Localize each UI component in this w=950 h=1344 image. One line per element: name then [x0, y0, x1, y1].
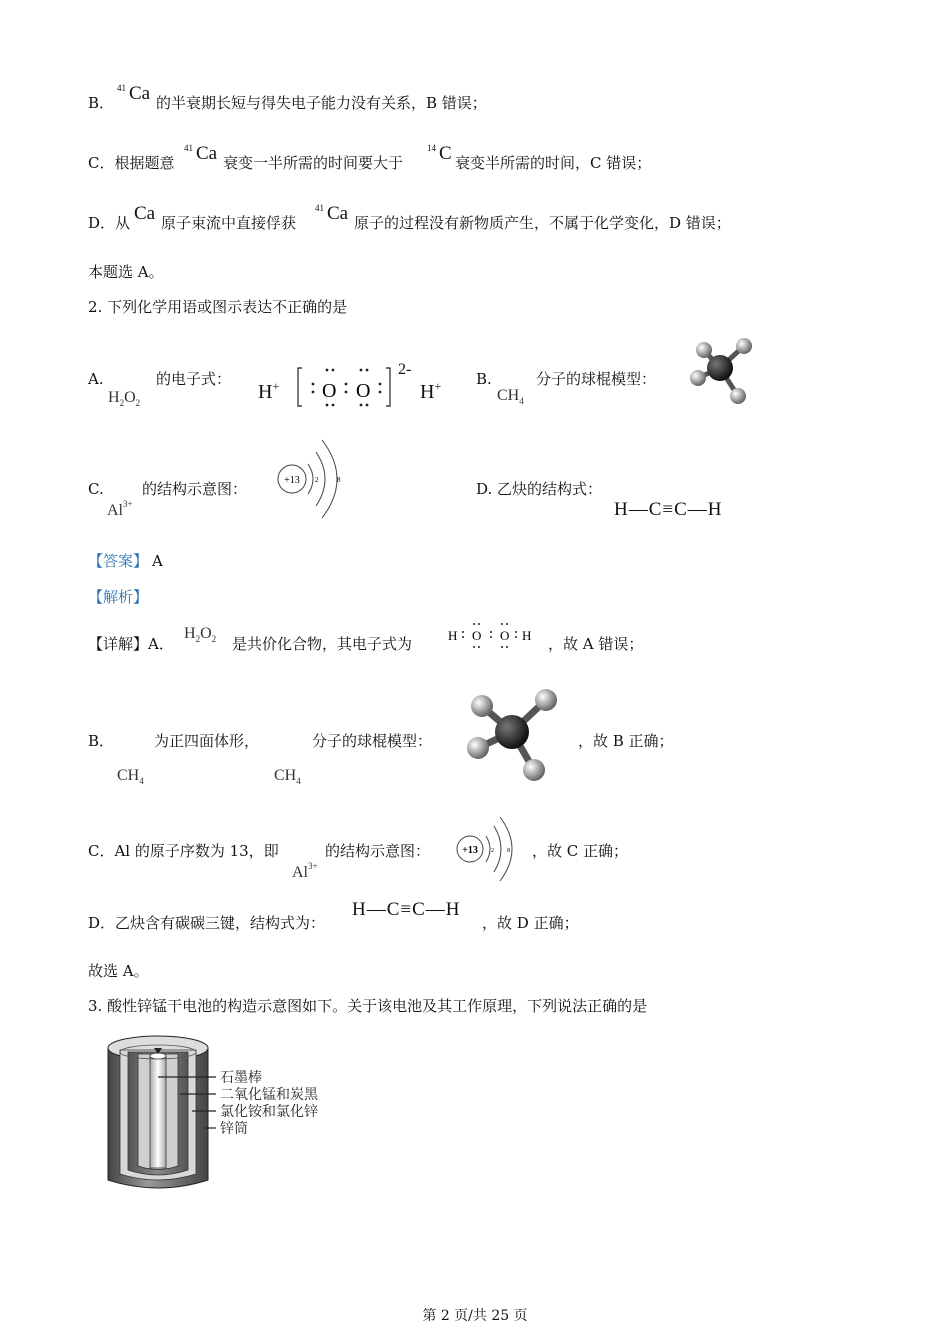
- peroxide-ion-dot-diagram: [296, 364, 406, 410]
- label-mno2-carbon: 二氧化锰和炭黑: [220, 1087, 318, 1103]
- methane-ball-stick-model: [462, 684, 566, 788]
- isotope-mass-number: 41: [315, 203, 324, 213]
- q2-option-c-label: C.: [88, 480, 104, 498]
- answer-tag: 【答案】: [88, 552, 149, 570]
- option-d-prefix: D．从: [88, 214, 131, 232]
- hydrogen-ion: H+: [258, 379, 280, 403]
- detail-a-text: 是共价化合物，其电子式为: [232, 635, 413, 653]
- h2o2-formula: $H_2O_2$: [108, 389, 141, 408]
- q2-option-a-text: 的电子式：: [156, 370, 232, 388]
- analysis-tag: 【解析】: [88, 588, 149, 606]
- svg-text:2: 2: [491, 848, 494, 854]
- q2-option-c-text: 的结构示意图：: [142, 480, 248, 498]
- detail-d-end: ，故 D 正确；: [482, 914, 579, 932]
- answer-line: [88, 554, 163, 569]
- question-2-stem: 2. 下列化学用语或图示表达不正确的是: [88, 298, 348, 316]
- acetylene-structure: H—C≡C—H: [352, 899, 461, 920]
- question-3-stem: 3. 酸性锌锰干电池的构造示意图如下。关于该电池及其工作原理，下列说法正确的是: [88, 997, 648, 1015]
- detail-b-text-2: 分子的球棍模型：: [312, 732, 433, 750]
- q2-option-a-label: A.: [88, 370, 104, 388]
- al3-structure-diagram: [270, 438, 346, 520]
- svg-text:8: 8: [507, 848, 510, 854]
- isotope-mass-number: 41: [117, 83, 126, 93]
- element-symbol: Ca: [327, 203, 349, 224]
- svg-text:+13: +13: [284, 475, 300, 486]
- al3-ion-formula: $Al^{3+}$: [107, 499, 133, 519]
- label-zinc-can: 锌筒: [220, 1121, 248, 1137]
- detail-c-text-2: 的结构示意图：: [325, 842, 431, 860]
- detail-b-end: ，故 B 正确；: [578, 732, 674, 750]
- svg-text:+13: +13: [462, 845, 478, 856]
- option-c-prefix: C．根据题意: [88, 154, 175, 172]
- detail-d-text: D．乙炔含有碳碳三键，结构式为：: [88, 914, 326, 932]
- q2-option-b-text: 分子的球棍模型：: [536, 370, 657, 388]
- conclusion: 故选 A。: [88, 962, 149, 980]
- option-c-text-2: 衰变半所需的时间，C 错误；: [455, 154, 652, 172]
- option-d-text-2: 原子的过程没有新物质产生，不属于化学变化，D 错误；: [354, 214, 731, 232]
- svg-text:H: H: [522, 628, 532, 643]
- svg-text:O: O: [356, 380, 371, 402]
- conclusion: 本题选 A。: [88, 263, 164, 281]
- h2o2-formula: $H_2O_2$: [184, 625, 217, 644]
- svg-text:O: O: [500, 628, 510, 643]
- ion-charge: 2-: [398, 361, 412, 378]
- svg-text:2: 2: [315, 476, 319, 484]
- svg-text:O: O: [472, 628, 482, 643]
- label-nh4cl-zncl2: 氯化铵和氯化锌: [220, 1104, 318, 1120]
- hydrogen-ion: H+: [420, 379, 442, 403]
- isotope-mass-number: 41: [184, 143, 193, 153]
- al3-ion-formula: $Al^{3+}$: [292, 861, 318, 881]
- ch4-formula: $CH_4$: [117, 767, 144, 786]
- zinc-manganese-battery-diagram: [104, 1030, 364, 1196]
- page-footer: 第 2 页/共 25 页: [422, 1308, 528, 1324]
- element-symbol: Ca: [196, 143, 218, 164]
- h2o2-electron-formula: [446, 620, 536, 652]
- detail-b-prefix: B．: [88, 732, 115, 750]
- ch4-formula: $CH_4$: [274, 767, 301, 786]
- svg-text:8: 8: [337, 476, 341, 484]
- detail-c-text-1: C．Al 的原子序数为 13，即: [88, 842, 279, 860]
- option-c-text: 衰变一半所需的时间要大于: [223, 154, 404, 172]
- detail-tag: 【详解】A．: [88, 635, 174, 653]
- ch4-formula: $CH_4$: [497, 387, 524, 406]
- svg-text:H: H: [448, 628, 458, 643]
- detail-a-end: ，故 A 错误；: [548, 635, 644, 653]
- isotope-mass-number: 14: [427, 143, 436, 153]
- element-symbol: Ca: [134, 203, 156, 224]
- detail-c-end: ，故 C 正确；: [532, 842, 629, 860]
- label-graphite-rod: 石墨棒: [220, 1070, 262, 1086]
- option-d-text: 原子束流中直接俘获: [161, 214, 297, 232]
- q2-option-b-label: B.: [476, 370, 492, 388]
- detail-b-text-1: 为正四面体形，: [154, 732, 260, 750]
- q2-option-d-text: D. 乙炔的结构式：: [476, 480, 603, 498]
- al3-structure-diagram: [452, 816, 522, 882]
- methane-ball-stick-model: [684, 334, 764, 410]
- answer-value: A: [152, 552, 163, 570]
- element-symbol: Ca: [129, 83, 151, 104]
- svg-text:O: O: [322, 380, 337, 402]
- option-b-text: 的半衰期长短与得失电子能力没有关系，B 错误；: [156, 94, 487, 112]
- acetylene-structure: H—C≡C—H: [614, 499, 723, 520]
- option-b-label: B．: [88, 94, 115, 112]
- element-symbol: C: [439, 143, 452, 164]
